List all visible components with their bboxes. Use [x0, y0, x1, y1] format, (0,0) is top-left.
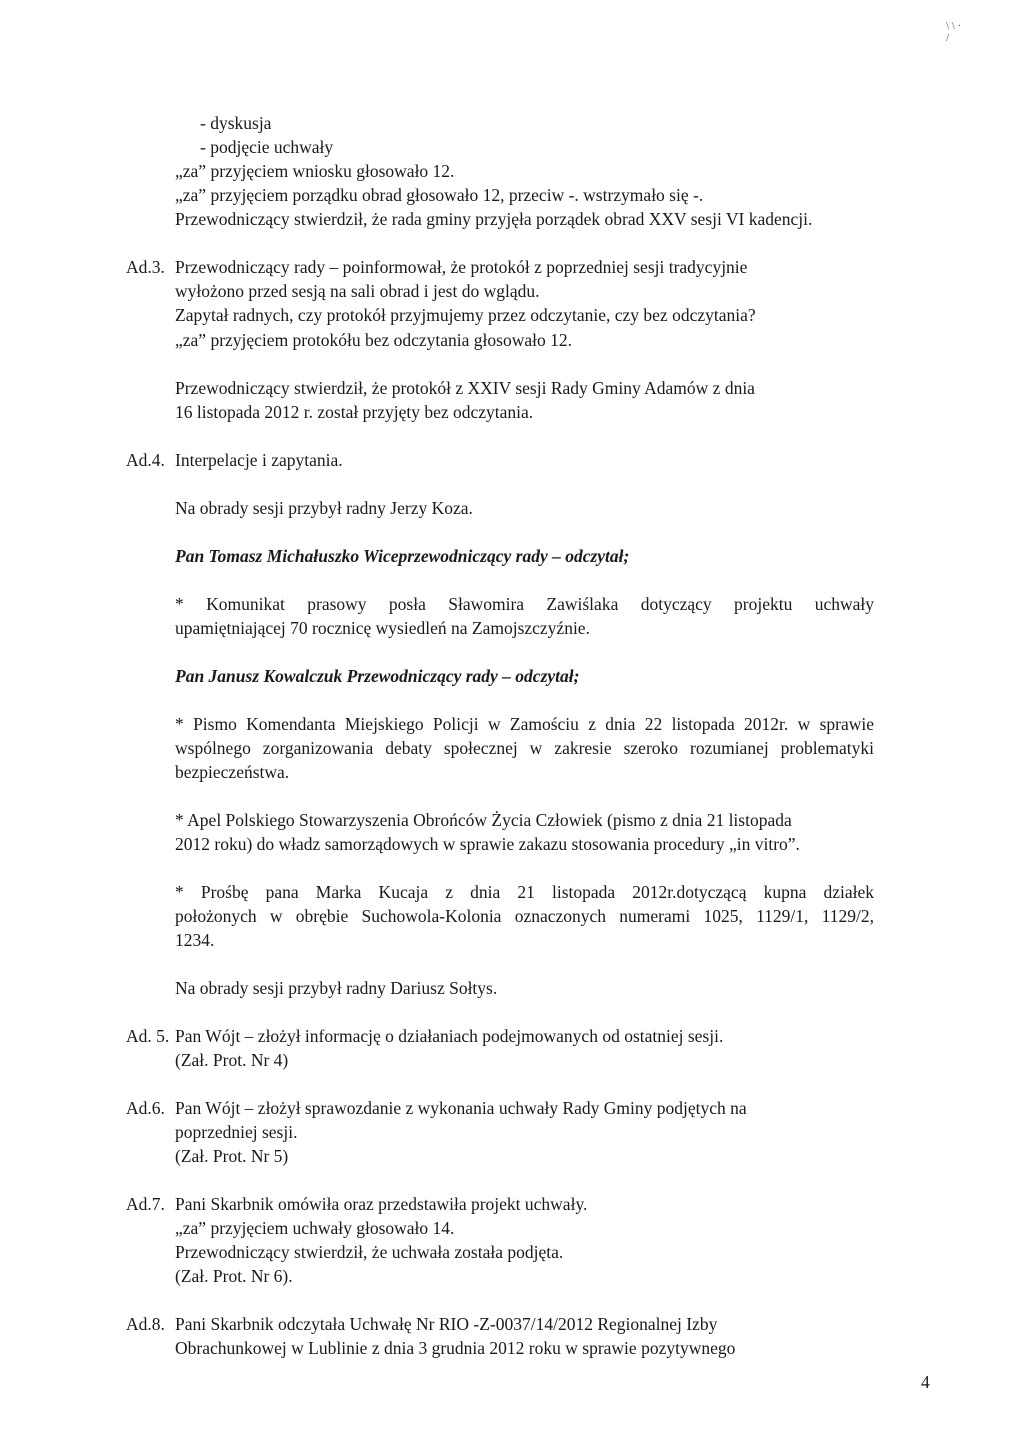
text-line: * Pismo Komendanta Miejskiego Policji w Zamościu z dnia 22 listopada 2012r. w sprawie: [175, 714, 874, 734]
text-line: * Apel Polskiego Stowarzyszenia Obrońców Życia Człowiek (pismo z dnia 21 listopada: [175, 810, 792, 830]
agenda-item-label: Ad.6.: [126, 1098, 165, 1118]
text-line: „za” przyjęciem uchwały głosowało 14.: [175, 1218, 455, 1238]
page-number: 4: [921, 1372, 930, 1392]
text-line: upamiętniającej 70 rocznicę wysiedleń na Zamojszczyźnie.: [175, 618, 590, 638]
agenda-item-label: Ad.3.: [126, 257, 165, 277]
text-line: (Zał. Prot. Nr 6).: [175, 1266, 293, 1286]
text-line: „za” przyjęciem porządku obrad głosowało 12, przeciw -. wstrzymało się -.: [175, 185, 704, 205]
text-line: 1234.: [175, 930, 215, 950]
text-line: Przewodniczący stwierdził, że protokół z XXIV sesji Rady Gminy Adamów z dnia: [175, 378, 755, 398]
text-line: - dyskusja: [200, 113, 272, 133]
agenda-item-label: Ad.7.: [126, 1194, 165, 1214]
text-line: wspólnego zorganizowania debaty społecznej w zakresie szeroko rozumianej problematyki: [175, 738, 874, 758]
text-line: „za” przyjęciem protokółu bez odczytania głosowało 12.: [175, 330, 572, 350]
text-line: (Zał. Prot. Nr 5): [175, 1146, 289, 1166]
text-line: Interpelacje i zapytania.: [175, 450, 343, 470]
agenda-item-label: Ad. 5.: [126, 1026, 170, 1046]
text-line: położonych w obrębie Suchowola-Kolonia oznaczonych numerami 1025, 1129/1, 1129/2,: [175, 906, 874, 926]
text-line: Pan Wójt – złożył sprawozdanie z wykonania uchwały Rady Gminy podjętych na: [175, 1098, 747, 1118]
text-line: „za” przyjęciem wniosku głosowało 12.: [175, 161, 455, 181]
corner-marks: \ \ · /: [946, 20, 962, 44]
text-line: Na obrady sesji przybył radny Dariusz Sołtys.: [175, 978, 498, 998]
text-line: (Zał. Prot. Nr 4): [175, 1050, 289, 1070]
text-line: 16 listopada 2012 r. został przyjęty bez odczytania.: [175, 402, 534, 422]
text-line: wyłożono przed sesją na sali obrad i jest do wglądu.: [175, 281, 540, 301]
text-line: * Komunikat prasowy posła Sławomira Zawiślaka dotyczący projektu uchwały: [175, 594, 874, 614]
text-line: Przewodniczący stwierdził, że uchwała została podjęta.: [175, 1242, 564, 1262]
text-line: Pan Wójt – złożył informację o działaniach podejmowanych od ostatniej sesji.: [175, 1026, 724, 1046]
text-line: - podjęcie uchwały: [200, 137, 334, 157]
agenda-item-label: Ad.4.: [126, 450, 165, 470]
text-line: Pani Skarbnik odczytała Uchwałę Nr RIO -Z-0037/14/2012 Regionalnej Izby: [175, 1314, 718, 1334]
agenda-item-label: Ad.8.: [126, 1314, 165, 1334]
text-line: Przewodniczący rady – poinformował, że protokół z poprzedniej sesji tradycyjnie: [175, 257, 748, 277]
text-line: Przewodniczący stwierdził, że rada gminy przyjęła porządek obrad XXV sesji VI kadencji.: [175, 209, 813, 229]
text-line: Zapytał radnych, czy protokół przyjmujemy przez odczytanie, czy bez odczytania?: [175, 305, 756, 325]
text-line: poprzedniej sesji.: [175, 1122, 298, 1142]
speaker-heading: Pan Tomasz Michałuszko Wiceprzewodniczący rady – odczytał;: [175, 546, 630, 566]
speaker-heading: Pan Janusz Kowalczuk Przewodniczący rady – odczytał;: [175, 666, 580, 686]
text-line: 2012 roku) do władz samorządowych w sprawie zakazu stosowania procedury „in vitro”.: [175, 834, 800, 854]
text-line: Obrachunkowej w Lublinie z dnia 3 grudnia 2012 roku w sprawie pozytywnego: [175, 1338, 736, 1358]
text-line: Na obrady sesji przybył radny Jerzy Koza.: [175, 498, 473, 518]
text-line: * Prośbę pana Marka Kucaja z dnia 21 listopada 2012r.dotyczącą kupna działek: [175, 882, 874, 902]
text-line: bezpieczeństwa.: [175, 762, 290, 782]
text-line: Pani Skarbnik omówiła oraz przedstawiła projekt uchwały.: [175, 1194, 588, 1214]
